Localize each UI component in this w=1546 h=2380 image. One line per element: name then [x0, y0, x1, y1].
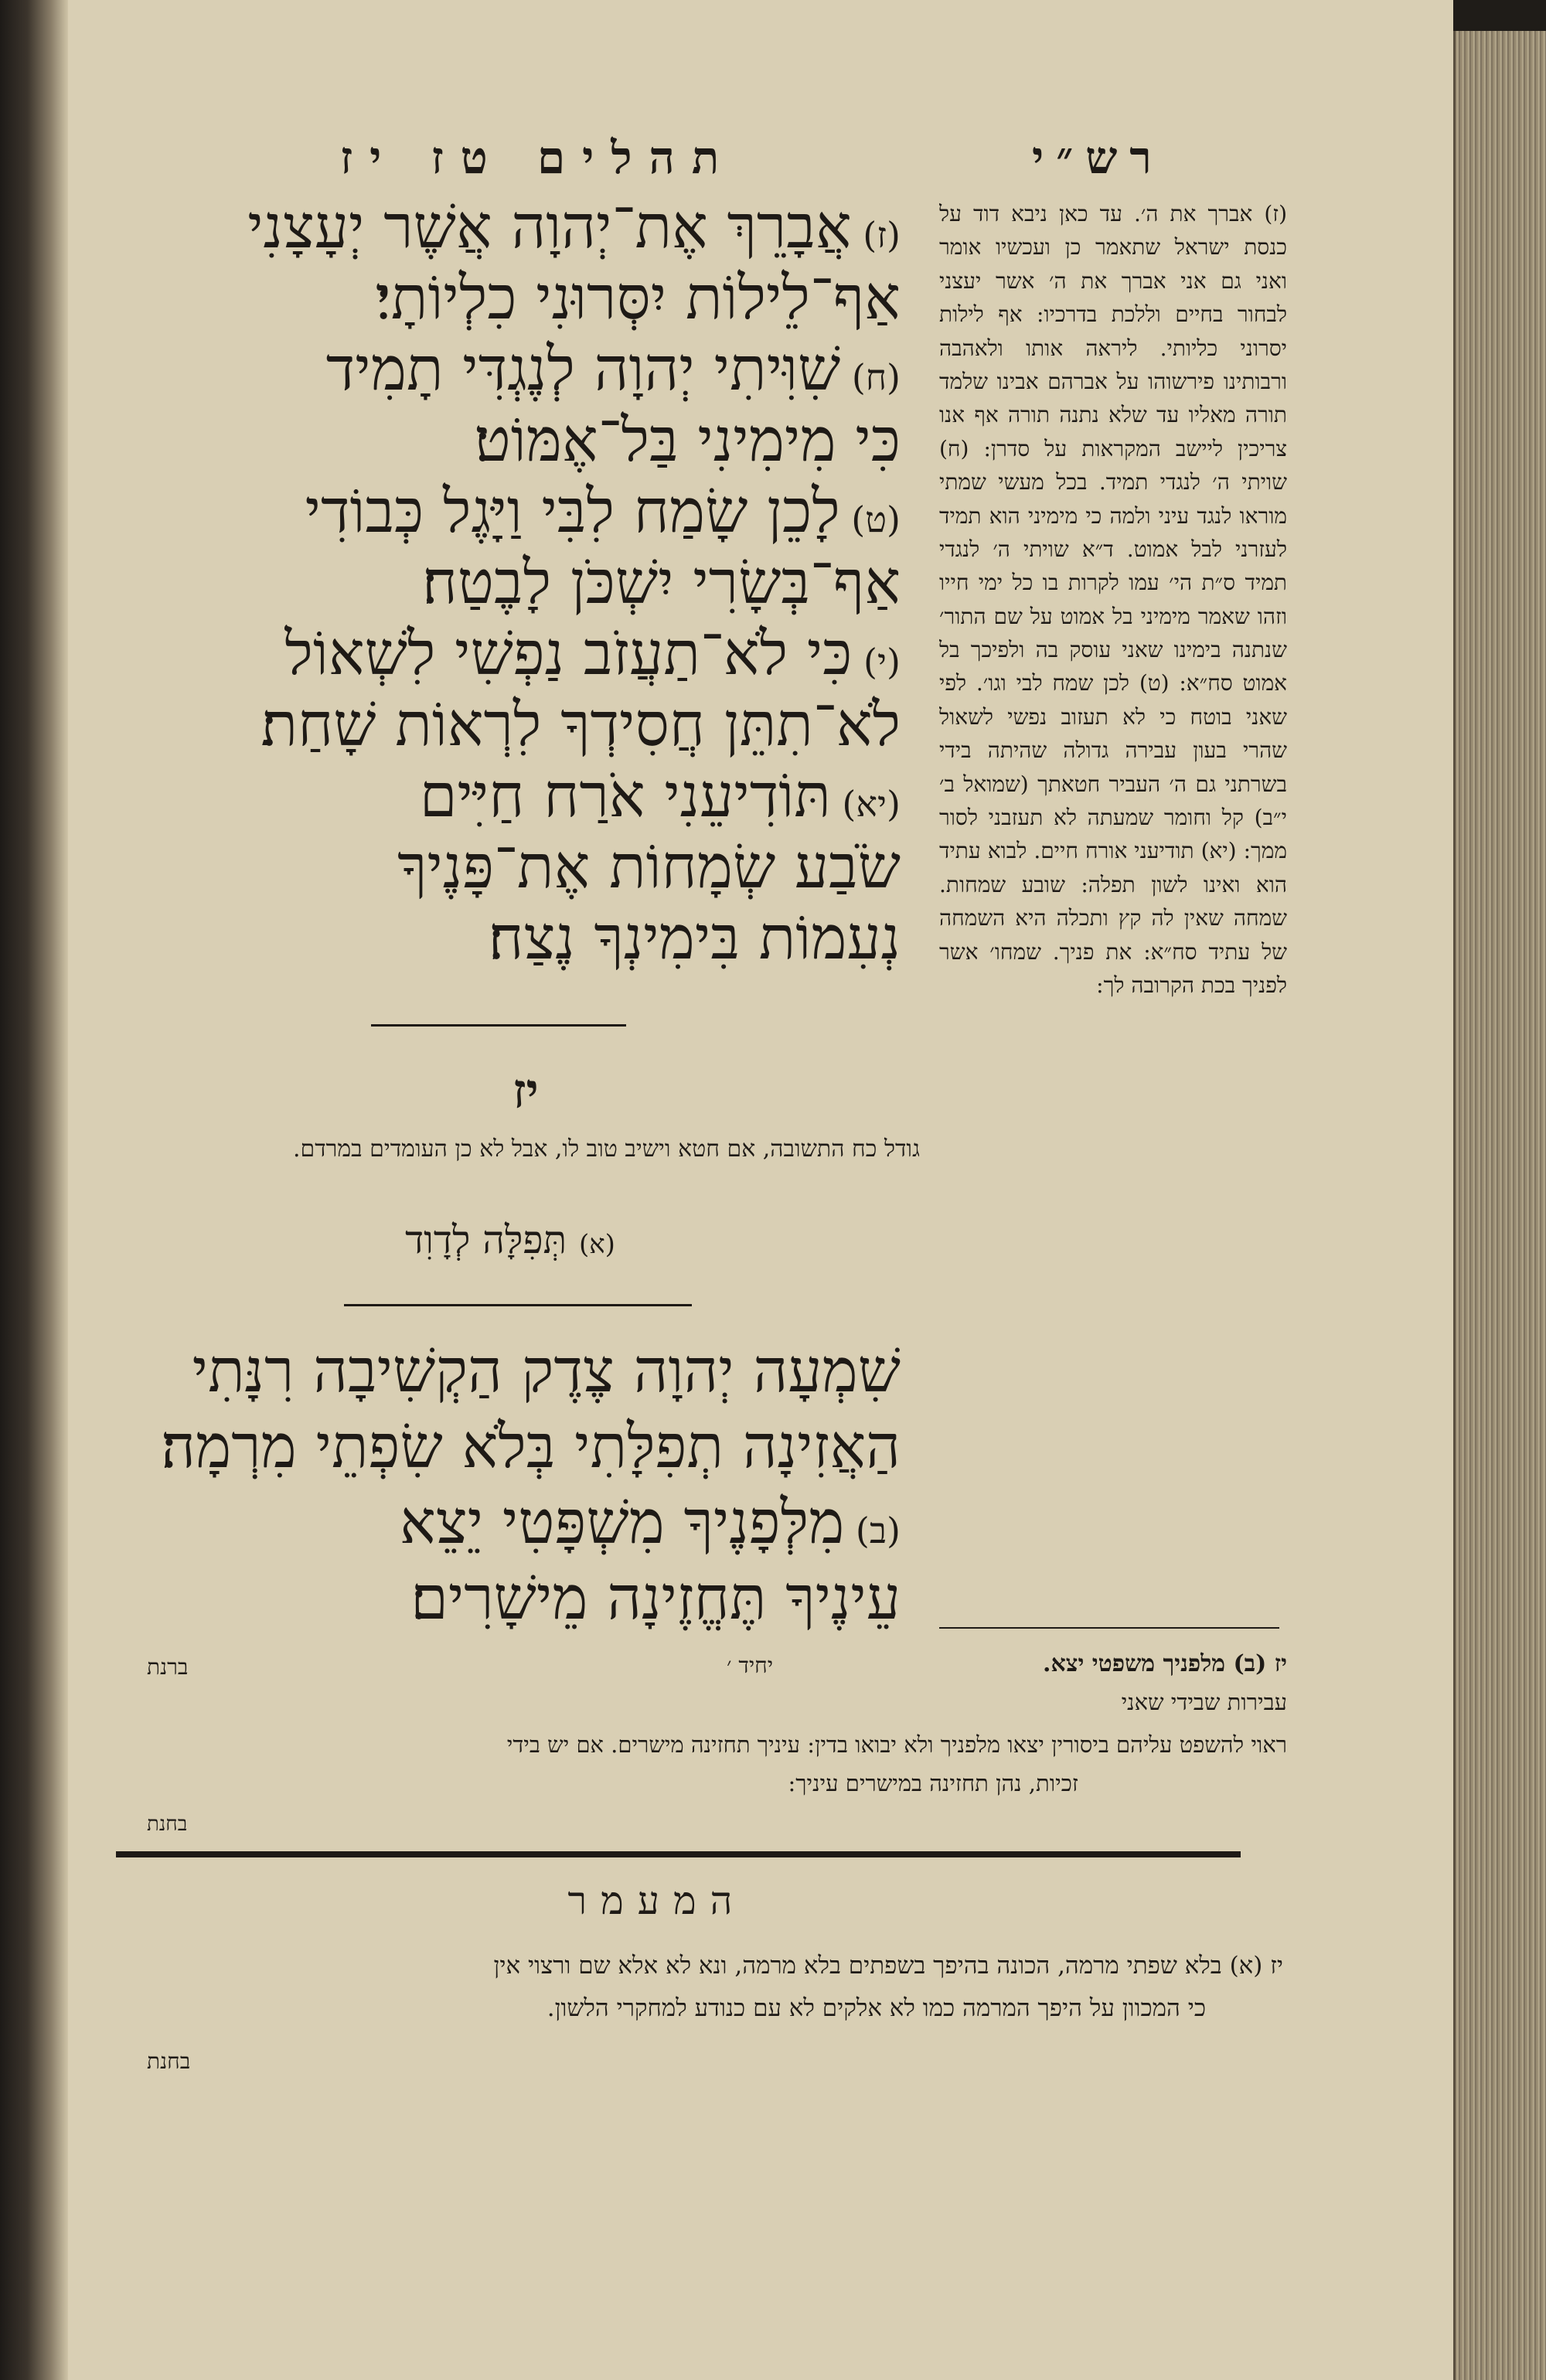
verse-text: נְעִמוֹת בִּימִינְךָ נֶצַח׃	[488, 904, 901, 973]
verse-text: שִׁוִּיתִי יְהוָה לְנֶגְדִּי תָמִיד	[325, 335, 841, 404]
psalm-17-number: יז	[512, 1063, 539, 1119]
page-divider	[116, 1851, 1241, 1857]
psalm-17-title	[294, 1217, 727, 1262]
verse-text: אַף־לֵילוֹת יִסְּרוּנִי כִלְיוֹתָי׃	[375, 264, 901, 333]
verse-number: (י)	[852, 641, 901, 683]
header-book-title: תהלים טז יז	[340, 131, 737, 184]
verse-line	[89, 1336, 901, 1406]
verse-line	[89, 264, 901, 333]
verse-number: (ז)	[851, 214, 901, 256]
verse-number: (א)	[578, 1229, 615, 1260]
section-rule-2	[344, 1304, 692, 1306]
verse-line	[89, 904, 901, 973]
header-commentary: רש״י	[1032, 131, 1164, 184]
catchword-footnote: בחנת	[147, 1813, 188, 1836]
verse-number: (ח)	[840, 356, 901, 398]
rashi-footnote-line: עבירות שבידי שאני	[1121, 1689, 1287, 1715]
verse-line	[89, 1412, 901, 1482]
verse-line	[89, 548, 901, 618]
verse-text: עֵינֶיךָ תֶּחֱזֶינָה מֵישָׁרִים׃	[410, 1564, 901, 1633]
verse-text: הַאֲזִינָה תְפִלָּתִי בְּלֹא שִׂפְתֵי מִרְמָה׃	[161, 1412, 901, 1482]
verse-text: תּוֹדִיעֵנִי אֹרַח חַיִּים	[419, 761, 831, 831]
verse-line	[89, 761, 901, 831]
rashi-rule	[939, 1627, 1279, 1629]
page-fore-edge	[1453, 31, 1546, 2380]
verse-text: לָכֵן שָׂמַח לִבִּי וַיָּגֶל כְּבוֹדִי	[305, 477, 840, 546]
verse-line	[89, 406, 901, 475]
catchword-left: ברנת	[147, 1654, 189, 1680]
verse-text: לֹא־תִתֵּן חֲסִידְךָ לִרְאוֹת שָׁחַת׃	[261, 690, 901, 760]
verse-number: (ט)	[839, 499, 901, 540]
section-rule	[371, 1024, 626, 1027]
catchword-bottom: בחנת	[147, 2048, 191, 2074]
verse-line	[89, 1488, 901, 1558]
catchword-center: יחיד ׳	[727, 1653, 774, 1678]
verse-number: (יא)	[830, 783, 901, 825]
rashi-commentary: (ז) אברך את ה׳. עד כאן ניבא דוד על כנסת ישראל שתאמר כן ועכשיו אומר ואני גם אני אברך את ה׳ אשר יעצני לבחור בחיים וללכת בדרכיו: אף לילות יסרוני כליותי. ליראה אותו ולאהבה ורבותינו פירשוהו על אברהם אבינו שלמד תורה מאליו עד שלא נתנה תורה אף אנו צריכין ליישב המקראות על סדרן: (ח) שויתי ה׳ לנגדי תמיד. בכל מעשי שמתי מוראו לנגד עיני ולמה כי מימיני הוא תמיד לעזרני לבל אמוט. ד״א שויתי ה׳ לנגדי תמיד ס״ת הי׳ עמו לקרות בו כל ימי חייו וזהו שאמר מימיני בל אמוט על שם התור׳ שנתנה בימינו שאני עוסק בה ולפיכך בל אמוט סח״א: (ט) לכן שמח לבי וגו׳. לפי שאני בוטח כי לא תעזוב נפשי לשאול שהרי בעון עבירה גדולה שהיתה בידי בשרתני גם ה׳ העביר חטאתך (שמואל ב׳ י״ב) קל וחומר שמעתה לא תעזבני לסור ממך: (יא) תודיעני אורח חיים. לבוא עתיד הוא ואינו לשון תפלה: שובע שמחות. שמחה שאין לה קץ ותכלה היא השמחה של עתיד סח״א: את פניך. שמחו׳ אשר לפניך בכת הקרובה לך:	[939, 201, 1287, 998]
maamar-title: המעמר	[567, 1878, 747, 1923]
rashi-footnote-line: ראוי להשפט עליהם ביסורין יצאו מלפניך ולא יבואו בדין: עיניך תחזינה מישרים. אם יש בידי	[506, 1731, 1287, 1758]
verse-text: שֹׂבַע שְׂמָחוֹת אֶת־פָּנֶיךָ	[397, 832, 901, 902]
verse-line	[89, 619, 901, 689]
verse-line	[89, 335, 901, 404]
verse-text: כִּי לֹא־תַעֲזֹב נַפְשִׁי לִשְׁאוֹל	[284, 619, 853, 689]
verse-text: אַף־בְּשָׂרִי יִשְׁכֹּן לָבֶטַח׃	[421, 548, 901, 618]
verse-text: כִּי מִימִינִי בַּל־אֶמּוֹט׃	[474, 406, 901, 475]
psalm-17-summary: גודל כח התשובה, אם חטא וישיב טוב לו, אבל לא כן העומדים במרדם.	[292, 1136, 920, 1163]
verse-number: (ב)	[844, 1510, 901, 1551]
verse-line	[89, 832, 901, 902]
verse-text: מִלְּפָנֶיךָ מִשְׁפָּטִי יֵצֵא	[399, 1488, 845, 1558]
book-binding-gutter	[0, 0, 68, 2380]
psalm-17-title-text: תְּפִלָּה לְדָוִד	[405, 1217, 567, 1262]
verse-line	[89, 477, 901, 546]
rashi-footnote-heading: יז (ב) מלפניך משפטי יצא.	[1043, 1650, 1287, 1677]
verse-line	[89, 690, 901, 760]
maamar-line: כי המכוון על היפך המרמה כמו לא אלקים לא עם כנודע למחקרי הלשון.	[547, 1994, 1206, 2022]
verse-text: אֲבָרֵךְ אֶת־יְהוָה אֲשֶׁר יְעָצָנִי	[247, 192, 852, 262]
background-corner	[1453, 0, 1546, 31]
verse-line	[89, 1564, 901, 1633]
verse-line	[89, 192, 901, 262]
verse-text: שִׁמְעָה יְהוָה צֶדֶק הַקְשִׁיבָה רִנָּתִי	[192, 1336, 901, 1406]
maamar-line: יז (א) בלא שפתי מרמה, הכונה בהיפך בשפתים בלא מרמה, ונא לא אלא שם ורצוי אין	[493, 1952, 1283, 1980]
rashi-footnote-line: זכיות, נהן תחזינה במישרים עיניך:	[788, 1770, 1078, 1796]
